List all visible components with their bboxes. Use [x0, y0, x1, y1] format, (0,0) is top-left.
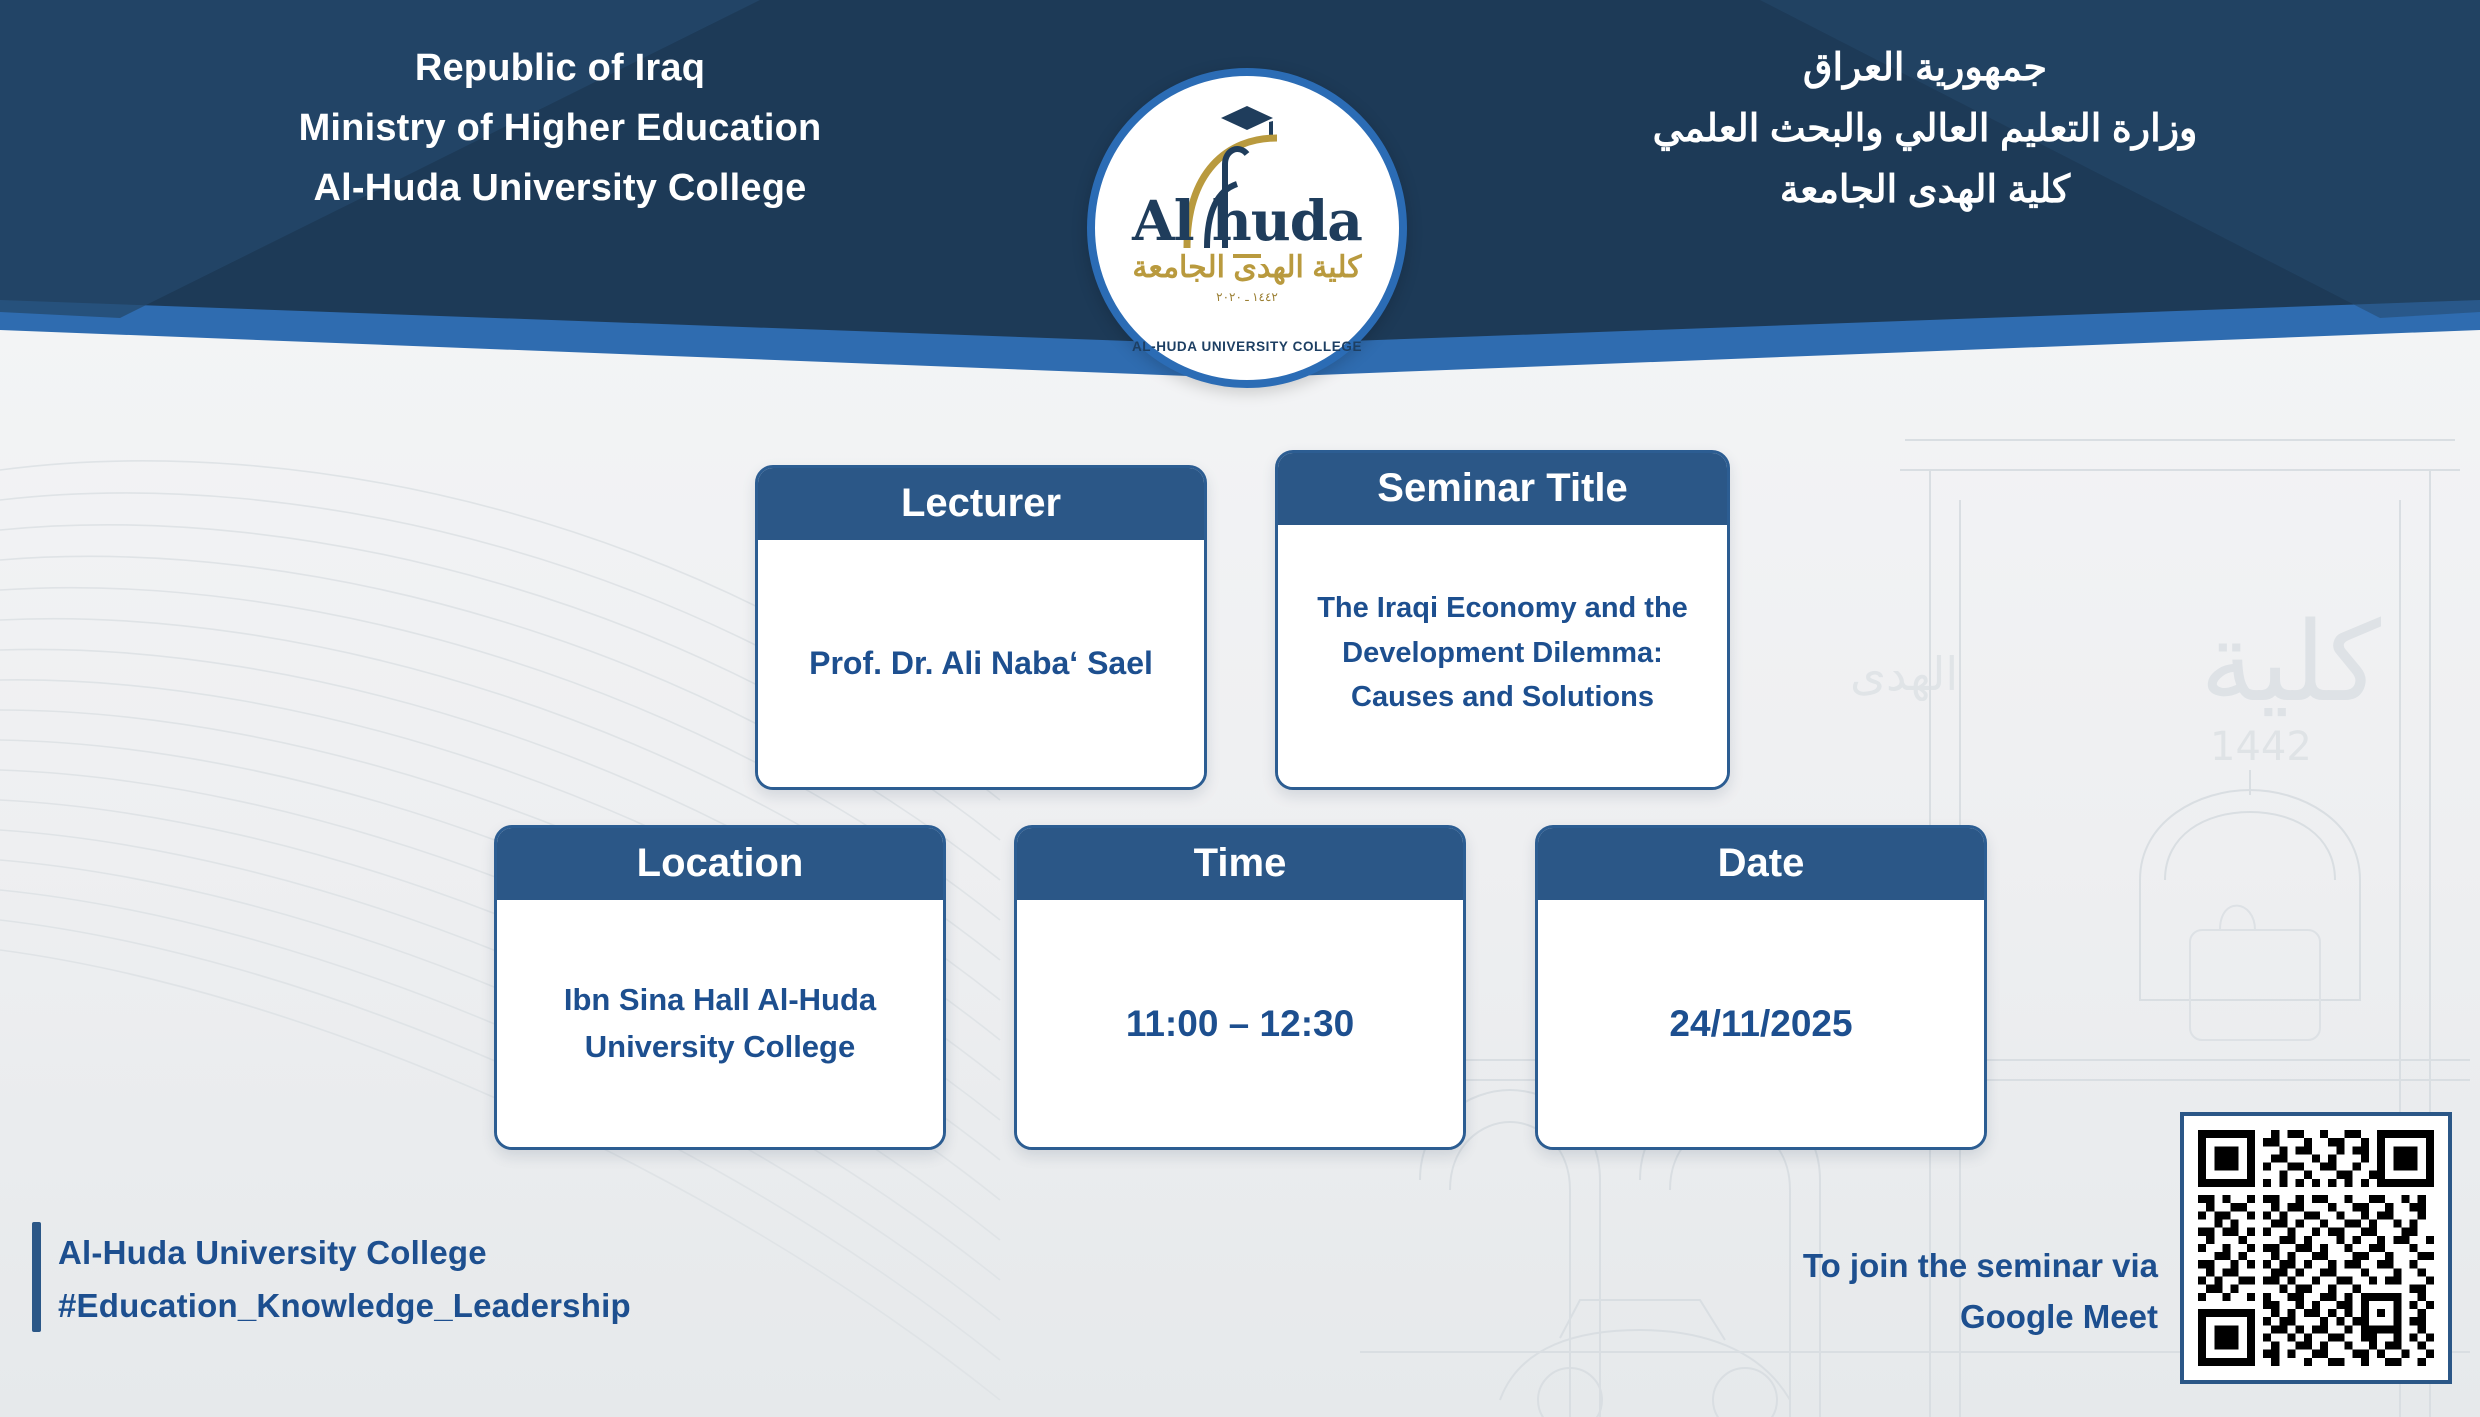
header-arabic-line-2: وزارة التعليم العالي والبحث العلمي — [1652, 107, 2198, 150]
svg-text:الهدى: الهدى — [1850, 647, 1959, 701]
card-lecturer — [755, 465, 1207, 790]
card-location-title: Location — [497, 828, 943, 900]
footer-join-line-1: To join the seminar via — [1802, 1247, 2158, 1284]
card-lecturer-title: Lecturer — [758, 468, 1204, 540]
card-location — [494, 825, 946, 1150]
logo-wordmark: Al huda — [1132, 188, 1362, 253]
header-english-line-2: Ministry of Higher Education — [298, 107, 822, 150]
header-english-line-3: Al-Huda University College — [313, 167, 807, 210]
card-seminar-title-value: The Iraqi Economy and the Development Dilemma: Causes and Solutions — [1278, 525, 1727, 787]
footer-hashtag: #Education_Knowledge_Leadership — [58, 1287, 631, 1325]
footer-college-name: Al-Huda University College — [58, 1234, 487, 1271]
logo-arabic-name: كلية الهدى الجامعة — [1132, 251, 1362, 284]
card-time — [1014, 825, 1466, 1150]
card-date-title: Date — [1538, 828, 1984, 900]
header-arabic-line-1: جمهورية العراق — [1803, 47, 2047, 89]
svg-text:كلية: كلية — [2200, 598, 2381, 726]
card-location-value: Ibn Sina Hall Al-Huda University College — [497, 900, 943, 1147]
card-time-title: Time — [1017, 828, 1463, 900]
svg-text:1442: 1442 — [2210, 724, 2312, 770]
card-date-value: 24/11/2025 — [1538, 900, 1984, 1147]
card-lecturer-value: Prof. Dr. Ali Nabaʻ Sael — [758, 540, 1204, 787]
card-date — [1535, 825, 1987, 1150]
header-arabic-line-3: كلية الهدى الجامعة — [1779, 168, 2071, 211]
card-seminar-title — [1275, 450, 1730, 790]
card-time-value: 11:00 – 12:30 — [1017, 900, 1463, 1147]
university-logo — [1087, 68, 1407, 388]
header-english-line-1: Republic of Iraq — [414, 47, 706, 89]
card-seminar-title-header: Seminar Title — [1278, 453, 1727, 525]
footer-join-line-2: Google Meet — [1959, 1298, 2158, 1336]
logo-caption: AL-HUDA UNIVERSITY COLLEGE — [1131, 339, 1363, 354]
logo-year: ١٤٤٢ ـ ٢٠٢٠ — [1216, 290, 1278, 304]
